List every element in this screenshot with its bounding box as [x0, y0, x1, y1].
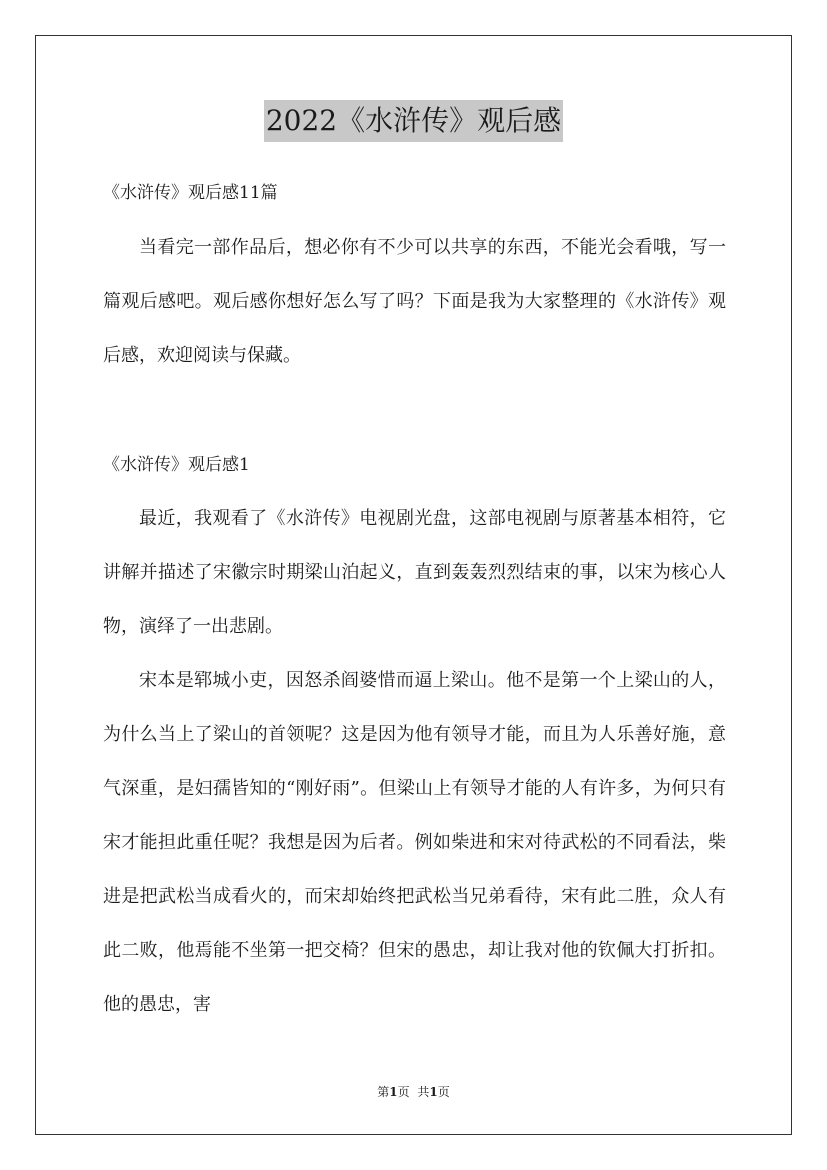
footer-page-unit: 页 [397, 1085, 410, 1099]
document-title: 2022《水浒传》观后感 [264, 100, 563, 142]
footer-total-unit: 页 [437, 1085, 450, 1099]
body-paragraph: 最近，我观看了《水浒传》电视剧光盘，这部电视剧与原著基本相符，它讲解并描述了宋徽宗时期梁山泊起义，直到轰轰烈烈结束的事，以宋为核心人物，演绎了一出悲剧。 [103, 508, 726, 637]
intro-paragraph: 当看完一部作品后，想必你有不少可以共享的东西，不能光会看哦，写一篇观后感吧。观后感你想好怎么写了吗？下面是我为大家整理的《水浒传》观后感，欢迎阅读与保藏。 [103, 237, 726, 366]
footer-page-total: 1 [429, 1085, 438, 1099]
body-paragraph: 宋本是郓城小吏，因怒杀阎婆惜而逼上梁山。他不是第一个上梁山的人，为什么当上了梁山的首领呢？这是因为他有领导才能，而且为人乐善好施，意气深重，是妇孺皆知的“刚好雨”。但梁山上有领导才能的人有许多，为何只有宋才能担此重任呢？我想是因为后者。例如柴进和宋对待武松的不同看法，柴进是把武松当成看火的，而宋却始终把武松当兄弟看待，宋有此二胜，众人有此二败，他焉能不坐第一把交椅？但宋的愚忠，却让我对他的钦佩大打折扣。他的愚忠，害 [103, 670, 726, 1015]
footer-page-prefix: 第 [377, 1085, 390, 1099]
title-wrap [0, 100, 827, 142]
document-subtitle: 《水浒传》观后感11篇 [103, 183, 278, 203]
footer-page-current: 1 [389, 1085, 398, 1099]
footer-total-prefix: 共 [417, 1085, 430, 1099]
page-footer [0, 1082, 827, 1102]
section-heading: 《水浒传》观后感1 [103, 455, 250, 475]
